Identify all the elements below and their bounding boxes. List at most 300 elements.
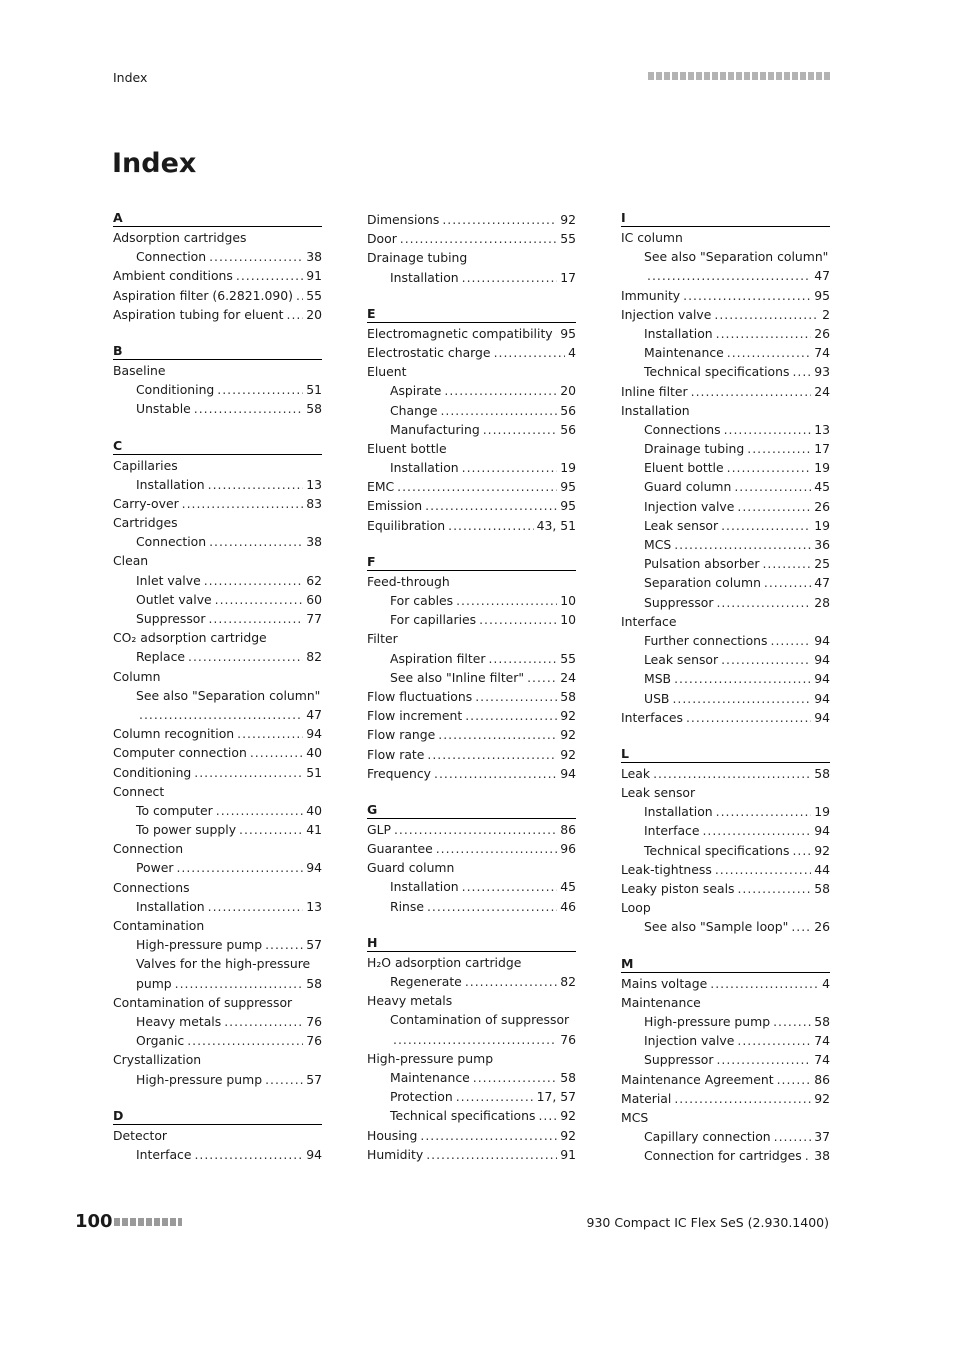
entry-page-ref[interactable]: 20 (560, 383, 576, 399)
dot-leader (771, 631, 812, 650)
entry-page-ref[interactable]: 45 (560, 879, 576, 895)
dot-leader (737, 1031, 811, 1050)
index-letter-heading: D (113, 1108, 322, 1125)
entry-page-ref[interactable]: 25 (814, 556, 830, 572)
entry-page-ref[interactable]: 92 (560, 1127, 576, 1143)
dot-leader (792, 841, 811, 860)
entry-term: Drainage tubing (367, 250, 468, 266)
entry-term: Contamination (113, 918, 205, 933)
entry-page-ref[interactable]: 58 (814, 881, 830, 896)
entry-term: For capillaries (390, 612, 477, 628)
index-entry (367, 1049, 576, 1068)
dot-leader (139, 705, 303, 724)
entry-page-ref[interactable]: 4 (568, 344, 576, 360)
dot-leader (702, 821, 811, 840)
section-gap (113, 1089, 322, 1108)
entry-page-ref[interactable]: 92 (814, 1090, 830, 1106)
index-subentry (367, 591, 576, 610)
index-subentry (621, 1012, 830, 1031)
dot-leader (208, 609, 303, 628)
entry-page-ref[interactable]: 92 (560, 212, 576, 227)
entry-page-ref[interactable]: 43, 51 (536, 517, 576, 533)
index-subentry (621, 1146, 830, 1165)
entry-term: Technical specifications (644, 364, 790, 380)
index-subentry (621, 650, 830, 669)
entry-page-ref[interactable]: 83 (306, 495, 322, 511)
index-subentry (621, 1031, 830, 1050)
index-entry (113, 667, 322, 686)
index-entry (621, 1089, 830, 1108)
entry-term: Installation (621, 402, 690, 418)
dot-leader (208, 475, 304, 494)
entry-page-ref[interactable]: 47 (814, 268, 830, 284)
dot-leader (475, 687, 557, 706)
entry-page-ref[interactable]: 38 (306, 249, 322, 265)
entry-term: Leak sensor (644, 652, 719, 668)
entry-term: Interface (136, 1146, 192, 1162)
dot-leader (462, 268, 558, 287)
index-subentry (367, 420, 576, 439)
dot-leader (716, 1050, 811, 1069)
dot-leader (647, 266, 811, 285)
entry-page-ref[interactable]: 17, 57 (536, 1089, 576, 1105)
entry-page-ref[interactable]: 58 (306, 975, 322, 991)
index-entry (367, 953, 576, 972)
entry-page-ref[interactable]: 55 (560, 650, 576, 666)
entry-page-ref[interactable]: 17 (814, 441, 830, 457)
entry-term: Aspiration filter (390, 650, 486, 666)
entry-term: Filter (367, 631, 398, 647)
index-subentry (113, 590, 322, 609)
dot-leader (716, 324, 812, 343)
index-subentry (621, 516, 830, 535)
document-title: 930 Compact IC Flex SeS (2.930.1400) (586, 1215, 829, 1230)
dot-leader (394, 820, 557, 839)
dot-leader (716, 593, 811, 612)
index-subentry (113, 399, 322, 418)
entry-term: Installation (136, 898, 205, 914)
entry-page-ref[interactable]: 92 (560, 1108, 576, 1124)
entry-term: Equilibration (367, 517, 446, 533)
entry-page-ref[interactable]: 55 (306, 287, 322, 303)
entry-page-ref[interactable]: 47 (306, 706, 322, 722)
dot-leader (427, 745, 557, 764)
index-entry (621, 898, 830, 917)
entry-page-ref[interactable]: 17 (560, 269, 576, 285)
dot-leader (176, 858, 303, 877)
entry-page-ref[interactable]: 28 (814, 594, 830, 610)
entry-term: See also "Separation column" (136, 687, 321, 703)
index-subentry (367, 1087, 576, 1106)
entry-term: Technical specifications (390, 1108, 536, 1124)
entry-page-ref[interactable]: 2 (822, 306, 830, 322)
index-subentry (113, 380, 322, 399)
entry-page-ref[interactable]: 74 (814, 1052, 830, 1068)
entry-page-ref[interactable]: 93 (814, 364, 830, 380)
entry-page-ref[interactable]: 13 (306, 898, 322, 914)
dot-leader (448, 516, 533, 535)
entry-term: GLP (367, 821, 391, 837)
entry-page-ref[interactable]: 4 (822, 975, 830, 991)
entry-term: Baseline (113, 362, 166, 378)
entry-term: Inlet valve (136, 572, 201, 588)
entry-term: Eluent bottle (367, 440, 447, 456)
entry-page-ref[interactable]: 10 (560, 612, 576, 628)
entry-page-ref[interactable]: 76 (306, 1013, 322, 1029)
index-entry (367, 572, 576, 591)
entry-term: Eluent bottle (644, 460, 724, 476)
entry-term: Adsorption cartridges (113, 230, 247, 245)
entry-page-ref[interactable]: 58 (306, 401, 322, 417)
entry-term: Guard column (644, 479, 732, 495)
entry-term: Column (113, 668, 161, 684)
dot-leader (194, 399, 303, 418)
entry-page-ref[interactable]: 57 (306, 1071, 322, 1087)
index-subentry (621, 802, 830, 821)
entry-term: Suppressor (136, 611, 206, 626)
section-gap (367, 535, 576, 554)
entry-term: Emission (367, 498, 423, 514)
entry-page-ref[interactable]: 26 (814, 498, 830, 514)
dot-leader (400, 229, 557, 248)
entry-page-ref[interactable]: 86 (560, 821, 576, 837)
entry-term: Suppressor (644, 1052, 714, 1068)
entry-page-ref[interactable]: 19 (560, 460, 576, 476)
entry-page-ref[interactable]: 56 (560, 421, 576, 437)
index-entry (113, 878, 322, 897)
entry-page-ref[interactable]: 94 (306, 1146, 322, 1162)
index-subentry (621, 458, 830, 477)
index-subentry (113, 858, 322, 877)
entry-page-ref[interactable]: 60 (306, 591, 322, 607)
dot-leader (488, 649, 557, 668)
index-letter-heading: G (367, 802, 576, 819)
dot-leader (805, 1146, 811, 1165)
dot-leader (440, 401, 557, 420)
entry-page-ref[interactable]: 38 (306, 534, 322, 550)
entry-page-ref[interactable]: 24 (560, 669, 576, 685)
dot-leader (674, 669, 811, 688)
index-entry (621, 1070, 830, 1089)
index-entry (367, 496, 576, 515)
entry-page-ref[interactable]: 56 (560, 402, 576, 418)
index-entry (113, 993, 322, 1012)
entry-term: Drainage tubing (644, 441, 745, 457)
index-letter-heading: C (113, 438, 322, 455)
entry-term: See also "Inline filter" (390, 669, 525, 685)
dot-leader (792, 362, 811, 381)
entry-term: Flow range (367, 727, 436, 743)
entry-term: Aspirate (390, 383, 442, 399)
entry-page-ref[interactable]: 92 (560, 708, 576, 724)
dot-leader (436, 839, 558, 858)
index-letter-heading: L (621, 746, 830, 763)
entry-page-ref[interactable]: 26 (814, 325, 830, 341)
entry-page-ref[interactable]: 74 (814, 1033, 830, 1049)
entry-term: Carry-over (113, 495, 179, 511)
index-entry (113, 724, 322, 743)
index-column-3 (621, 210, 830, 1165)
entry-term: Leak sensor (644, 517, 719, 533)
entry-page-ref[interactable]: 94 (814, 652, 830, 668)
entry-term: Eluent (367, 364, 407, 380)
dot-leader (393, 1030, 557, 1049)
dot-leader (462, 458, 558, 477)
entry-term: Injection valve (644, 1033, 735, 1049)
entry-page-ref[interactable]: 94 (814, 632, 830, 648)
entry-term: Interface (621, 613, 677, 629)
entry-page-ref[interactable]: 45 (814, 479, 830, 495)
index-subentry (621, 593, 830, 612)
entry-page-ref[interactable]: 76 (560, 1031, 576, 1047)
dot-leader (444, 381, 557, 400)
entry-term: Capillary connection (644, 1129, 771, 1145)
entry-page-ref[interactable]: 36 (814, 537, 830, 552)
entry-page-ref[interactable]: 94 (814, 690, 830, 706)
index-entry (621, 764, 830, 783)
entry-term: Aspiration tubing for eluent (113, 306, 284, 322)
entry-term: Regenerate (390, 974, 462, 989)
entry-page-ref[interactable]: 46 (560, 898, 576, 914)
entry-page-ref[interactable]: 92 (560, 746, 576, 762)
entry-page-ref[interactable]: 58 (814, 1013, 830, 1029)
index-subentry (621, 343, 830, 362)
index-entry (367, 745, 576, 764)
index-letter-heading: M (621, 956, 830, 973)
index-entry (367, 764, 576, 783)
entry-term: Pulsation absorber (644, 556, 760, 572)
index-entry (367, 1145, 576, 1164)
entry-page-ref[interactable]: 26 (814, 919, 830, 935)
entry-page-ref[interactable]: 10 (560, 593, 576, 608)
dot-leader (479, 610, 557, 629)
entry-term: Valves for the high-pressure (136, 956, 311, 972)
dot-leader (483, 420, 557, 439)
entry-term: Organic (136, 1033, 185, 1049)
index-subentry (113, 571, 322, 590)
entry-page-ref[interactable]: 55 (560, 231, 576, 247)
entry-term: Installation (390, 269, 459, 285)
entry-page-ref[interactable]: 86 (814, 1071, 830, 1087)
entry-page-ref[interactable]: 19 (814, 804, 830, 820)
index-subentry (621, 535, 830, 554)
entry-page-ref[interactable]: 95 (560, 498, 576, 514)
index-entry (367, 362, 576, 381)
entry-page-ref[interactable]: 13 (306, 476, 322, 492)
entry-page-ref[interactable]: 19 (814, 460, 830, 476)
entry-page-ref[interactable]: 77 (306, 611, 322, 626)
dot-leader (182, 494, 304, 513)
entry-page-ref[interactable]: 40 (306, 802, 322, 818)
entry-page-ref[interactable]: 13 (814, 421, 830, 437)
dot-leader (208, 897, 304, 916)
entry-page-ref[interactable]: 82 (560, 974, 576, 989)
dot-leader (737, 497, 811, 516)
dot-leader (209, 247, 303, 266)
entry-page-ref[interactable]: 47 (814, 575, 830, 591)
entry-page-ref[interactable]: 37 (814, 1129, 830, 1145)
entry-term: Injection valve (621, 306, 712, 322)
index-entry (367, 324, 576, 343)
dot-leader (727, 343, 811, 362)
entry-page-ref[interactable]: 94 (306, 860, 322, 876)
entry-page-ref[interactable]: 20 (306, 306, 322, 322)
index-subentry (367, 877, 576, 896)
entry-page-ref[interactable]: 94 (306, 726, 322, 742)
entry-page-ref[interactable]: 44 (814, 861, 830, 877)
dot-leader (426, 1145, 557, 1164)
entry-page-ref[interactable]: 58 (814, 765, 830, 781)
dot-leader (653, 764, 811, 783)
entry-term: See also "Separation column" (644, 249, 829, 265)
entry-term: Flow fluctuations (367, 688, 473, 704)
dot-leader (465, 972, 557, 991)
entry-page-ref[interactable]: 95 (814, 287, 830, 303)
entry-term: High-pressure pump (136, 1071, 263, 1087)
entry-term: Outlet valve (136, 591, 212, 607)
dot-leader (224, 1012, 303, 1031)
entry-term: Leak (621, 765, 651, 781)
entry-term: Technical specifications (644, 842, 790, 858)
index-subentry (113, 935, 322, 954)
dot-leader (250, 743, 303, 762)
index-subentry (367, 381, 576, 400)
entry-page-ref[interactable]: 19 (814, 517, 830, 533)
entry-term: Cartridges (113, 515, 178, 531)
entry-term: Leak sensor (621, 785, 696, 801)
index-entry (113, 839, 322, 858)
entry-page-ref[interactable]: 40 (306, 745, 322, 761)
dot-leader (215, 590, 304, 609)
entry-term: Installation (390, 460, 459, 476)
header-decoration (648, 72, 830, 80)
entry-term: Injection valve (644, 498, 735, 514)
entry-term: pump (136, 975, 172, 991)
entry-page-ref[interactable]: 24 (814, 383, 830, 399)
entry-page-ref[interactable]: 94 (814, 671, 830, 687)
entry-term: Material (621, 1090, 672, 1106)
index-subentry (367, 1010, 576, 1029)
entry-term: Maintenance (390, 1069, 470, 1085)
entry-page-ref[interactable]: 57 (306, 937, 322, 953)
index-entry (113, 228, 322, 247)
index-subentry (367, 458, 576, 477)
entry-term: High-pressure pump (644, 1013, 771, 1029)
dot-leader (527, 668, 557, 687)
dot-leader (194, 763, 303, 782)
index-entry (113, 916, 322, 935)
entry-term: Flow rate (367, 746, 425, 762)
entry-page-ref[interactable]: 92 (814, 842, 830, 858)
dot-leader (777, 1070, 812, 1089)
entry-term: Electromagnetic compatibility (367, 325, 553, 341)
entry-term: Installation (390, 879, 459, 895)
entry-term: Ambient conditions (113, 268, 233, 284)
entry-page-ref[interactable]: 41 (306, 822, 322, 838)
entry-page-ref[interactable]: 74 (814, 345, 830, 361)
entry-page-ref[interactable]: 92 (560, 727, 576, 743)
section-gap (113, 324, 322, 343)
dot-leader (236, 266, 303, 285)
entry-page-ref[interactable]: 94 (560, 765, 576, 781)
section-gap (367, 783, 576, 802)
index-subentry (621, 669, 830, 688)
dot-leader (674, 1089, 811, 1108)
entry-page-ref[interactable]: 62 (306, 572, 322, 588)
dot-leader (265, 1070, 303, 1089)
dot-leader (462, 877, 558, 896)
entry-term: Door (367, 231, 397, 247)
entry-term: Column recognition (113, 726, 235, 742)
entry-page-ref[interactable]: 94 (814, 823, 830, 839)
entry-page-ref[interactable]: 38 (814, 1148, 830, 1164)
entry-page-ref[interactable]: 82 (306, 649, 322, 665)
index-subentry (367, 1106, 576, 1125)
entry-page-ref[interactable]: 94 (814, 709, 830, 725)
index-subentry (367, 668, 576, 687)
entry-page-ref[interactable]: 95 (560, 325, 576, 341)
dot-leader (734, 477, 811, 496)
entry-term: Separation column (644, 575, 761, 591)
index-letter-heading: I (621, 210, 830, 227)
entry-page-ref[interactable]: 58 (560, 1069, 576, 1085)
index-entry (367, 343, 576, 362)
dot-leader (494, 343, 566, 362)
entry-term: H₂O adsorption cartridge (367, 954, 522, 970)
index-entry (113, 1126, 322, 1145)
entry-term: Replace (136, 649, 186, 665)
entry-term: Detector (113, 1127, 167, 1143)
entry-term: Interfaces (621, 709, 683, 725)
entry-page-ref[interactable]: 95 (560, 479, 576, 495)
index-entry (621, 1108, 830, 1127)
index-subentry (621, 477, 830, 496)
section-gap (367, 287, 576, 306)
index-entry (367, 629, 576, 648)
index-entry (367, 820, 576, 839)
index-letter-heading: E (367, 306, 576, 323)
dot-leader (194, 1145, 303, 1164)
index-entry (621, 993, 830, 1012)
entry-page-ref[interactable]: 51 (306, 764, 322, 780)
index-entry (621, 783, 830, 802)
entry-page-ref[interactable]: 51 (306, 382, 322, 398)
entry-page-ref[interactable]: 96 (560, 841, 576, 857)
entry-term: Installation (644, 325, 713, 341)
index-subentry (367, 1030, 576, 1049)
entry-page-ref[interactable]: 58 (560, 688, 576, 704)
entry-term: Capillaries (113, 457, 178, 473)
index-entry (367, 839, 576, 858)
entry-page-ref[interactable]: 91 (560, 1146, 576, 1162)
index-entry (367, 248, 576, 267)
dot-leader (237, 724, 303, 743)
section-gap (113, 419, 322, 438)
index-subentry (621, 439, 830, 458)
index-subentry (621, 917, 830, 936)
dot-leader (721, 516, 811, 535)
index-subentry (113, 897, 322, 916)
entry-term: Immunity (621, 287, 681, 303)
entry-page-ref[interactable]: 76 (306, 1033, 322, 1049)
index-subentry (367, 897, 576, 916)
dot-leader (691, 382, 812, 401)
index-subentry (113, 1070, 322, 1089)
entry-page-ref[interactable]: 91 (306, 268, 322, 284)
dot-leader (216, 801, 303, 820)
index-subentry (113, 1012, 322, 1031)
index-subentry (113, 954, 322, 973)
